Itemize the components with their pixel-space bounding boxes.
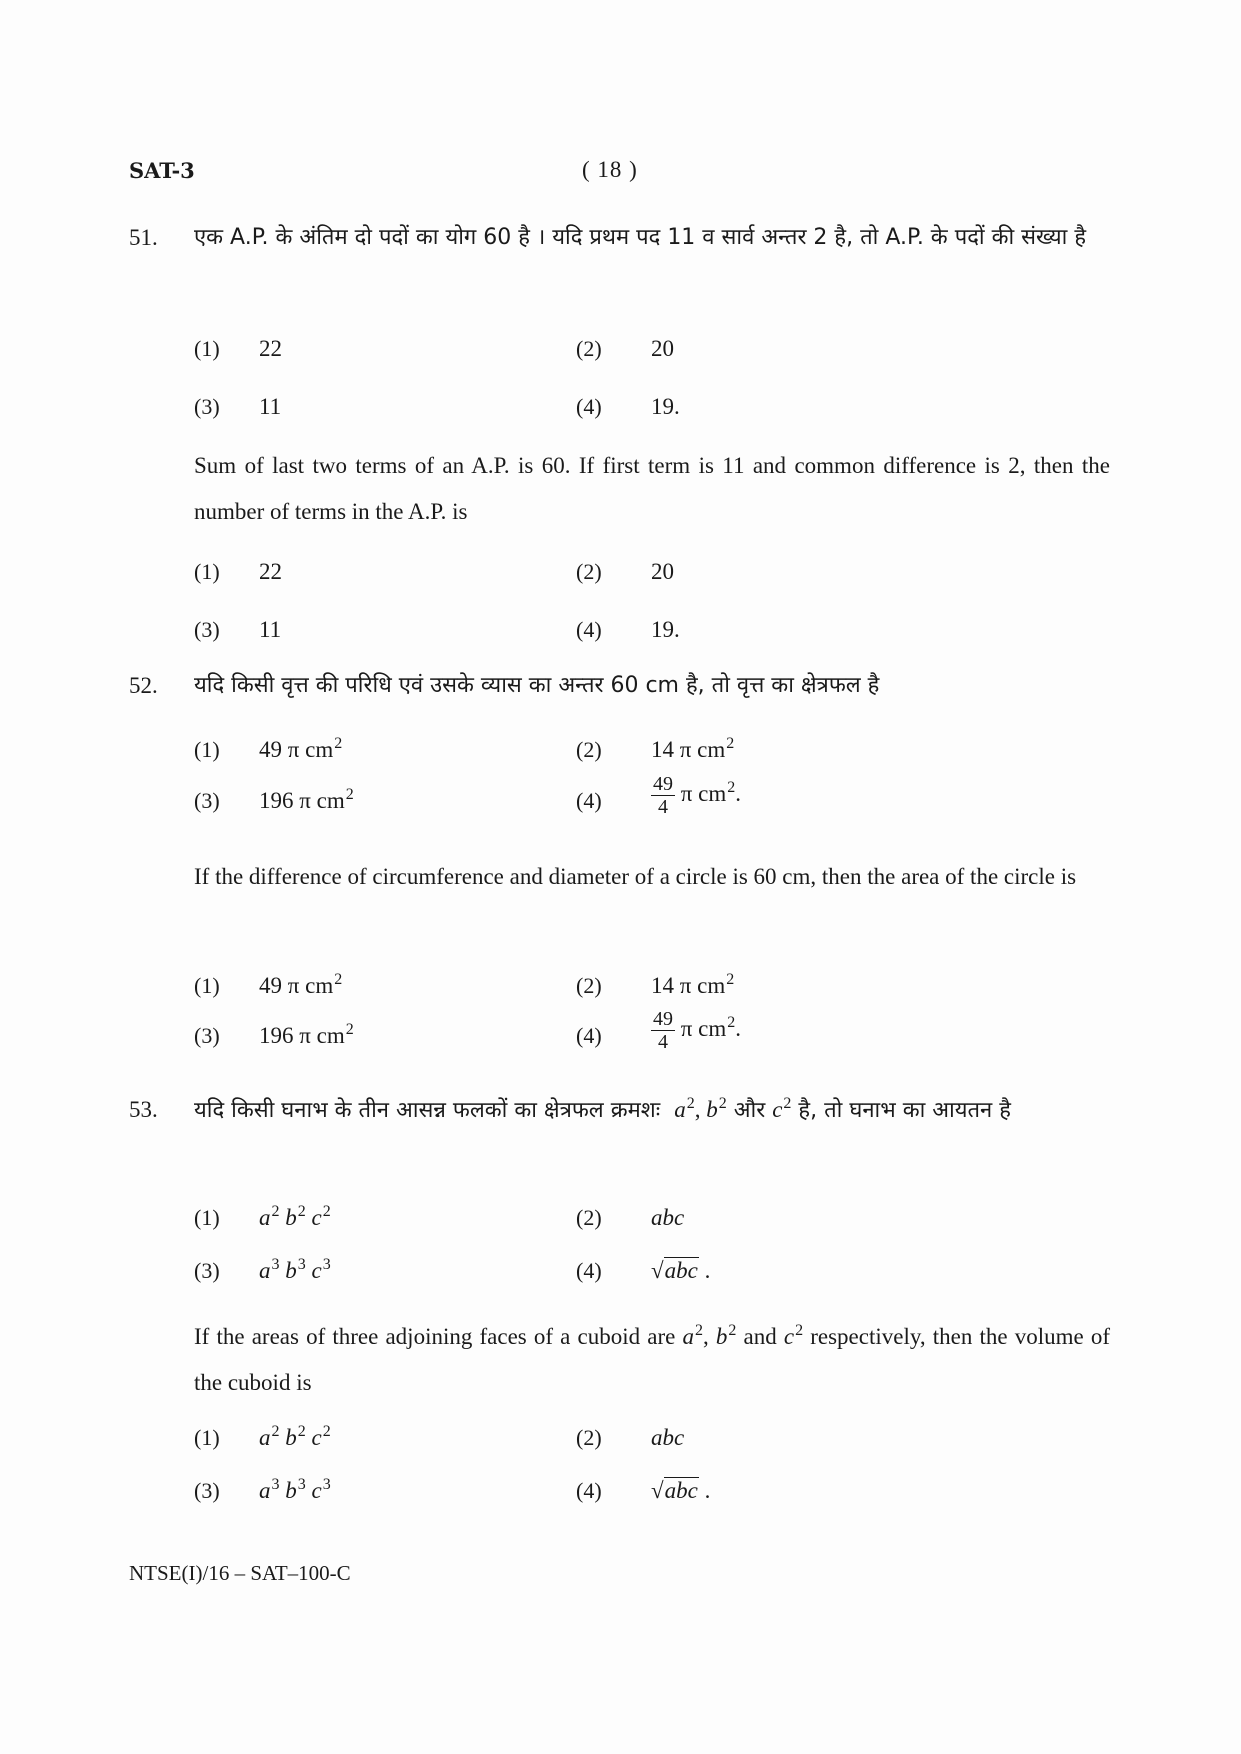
option-label: (3) (194, 788, 220, 813)
page-number: ( 18 ) (582, 157, 638, 182)
option-label: (2) (576, 336, 602, 361)
fraction: $\frac{49}{4}$ (653, 1008, 673, 1053)
option-label: (4) (576, 788, 602, 813)
option-label: (1) (194, 336, 220, 361)
option-value: $a^2$ $b^2$ $c^2$ (259, 1423, 331, 1450)
option-label: (1) (194, 737, 220, 762)
option-label: (4) (576, 617, 602, 642)
option-label: (4) (576, 1258, 602, 1283)
question-text-hindi: यदि किसी वृत्त की परिधि एवं उसके व्यास का अन्तर 60 cm है, तो वृत्त का क्षेत्रफल है (194, 673, 880, 698)
question-text-hindi: यदि किसी घनाभ के तीन आसन्न फलकों का क्षेत्रफल क्रमशः $a^2$, $b^2$ और $c^2$ है, तो घनाभ का आयतन है (194, 1095, 1011, 1123)
question-number: 52. (129, 673, 158, 698)
option-value: 20 (651, 336, 674, 361)
question-text-english: If the difference of circumference and diameter of a circle is 60 cm, then the area of the circle is (194, 864, 1077, 889)
question-text-english: If the areas of three adjoining faces of a cuboid are $a^2$, $b^2$ and $c^2$ respectively, then the volume of the cuboid is (194, 1322, 1111, 1395)
option-value: 14 π $cm^2$ (651, 971, 735, 998)
option-label: (2) (576, 1425, 602, 1450)
option-label: (1) (194, 1205, 220, 1230)
option-value: 19. (651, 394, 680, 419)
option-value: abc (651, 1205, 685, 1230)
option-value: $a^3$ $b^3$ $c^3$ (259, 1256, 331, 1283)
option-label: (4) (576, 394, 602, 419)
option-value: 11 (259, 617, 282, 642)
option-label: (3) (194, 1023, 220, 1048)
option-label: (2) (576, 1205, 602, 1230)
option-label: (3) (194, 1478, 220, 1503)
option-label: (1) (194, 559, 220, 584)
option-value: 22 (259, 336, 282, 361)
footer-code: NTSE(I)/16 – SAT–100-C (129, 1561, 351, 1585)
option-value: $a^2$ $b^2$ $c^2$ (259, 1203, 331, 1230)
option-label: (4) (576, 1478, 602, 1503)
option-label: (2) (576, 973, 602, 998)
option-value: 49 π $cm^2$ (259, 971, 343, 998)
option-value: $a^3$ $b^3$ $c^3$ (259, 1476, 331, 1503)
option-value: 196 π $cm^2$ (259, 786, 354, 813)
option-label: (3) (194, 394, 220, 419)
option-value: 196 π $cm^2$ (259, 1021, 354, 1048)
fraction: $\frac{49}{4}$ (653, 773, 673, 818)
option-label: (3) (194, 617, 220, 642)
option-label: (2) (576, 559, 602, 584)
option-value: abc (651, 1425, 685, 1450)
option-label: (1) (194, 973, 220, 998)
question-number: 53. (129, 1097, 158, 1122)
option-value: 14 π $cm^2$ (651, 735, 735, 762)
option-label: (4) (576, 1023, 602, 1048)
question-text-hindi: एक A.P. के अंतिम दो पदों का योग 60 है । यदि प्रथम पद 11 व सार्व अन्तर 2 है, तो A.P. के पदों की संख्या है (194, 225, 1087, 250)
question-text-english: Sum of last two terms of an A.P. is 60. If first term is 11 and common difference is 2, then the number of terms in the A.P. is (194, 453, 1110, 524)
option-label: (3) (194, 1258, 220, 1283)
square-root: √abc (651, 1478, 698, 1503)
square-root: √abc (651, 1258, 698, 1283)
option-label: (1) (194, 1425, 220, 1450)
option-value: √abc . (651, 1478, 711, 1503)
option-value: √abc . (651, 1258, 711, 1283)
option-label: (2) (576, 737, 602, 762)
option-value: 11 (259, 394, 282, 419)
option-value: 22 (259, 559, 282, 584)
option-value: 20 (651, 559, 674, 584)
option-value: $\frac{49}{4}$ π $cm^2$. (653, 773, 741, 818)
option-value: 19. (651, 617, 680, 642)
option-value: 49 π $cm^2$ (259, 735, 343, 762)
option-value: $\frac{49}{4}$ π $cm^2$. (653, 1008, 741, 1053)
paper-code: SAT-3 (129, 158, 195, 183)
question-number: 51. (129, 225, 158, 250)
